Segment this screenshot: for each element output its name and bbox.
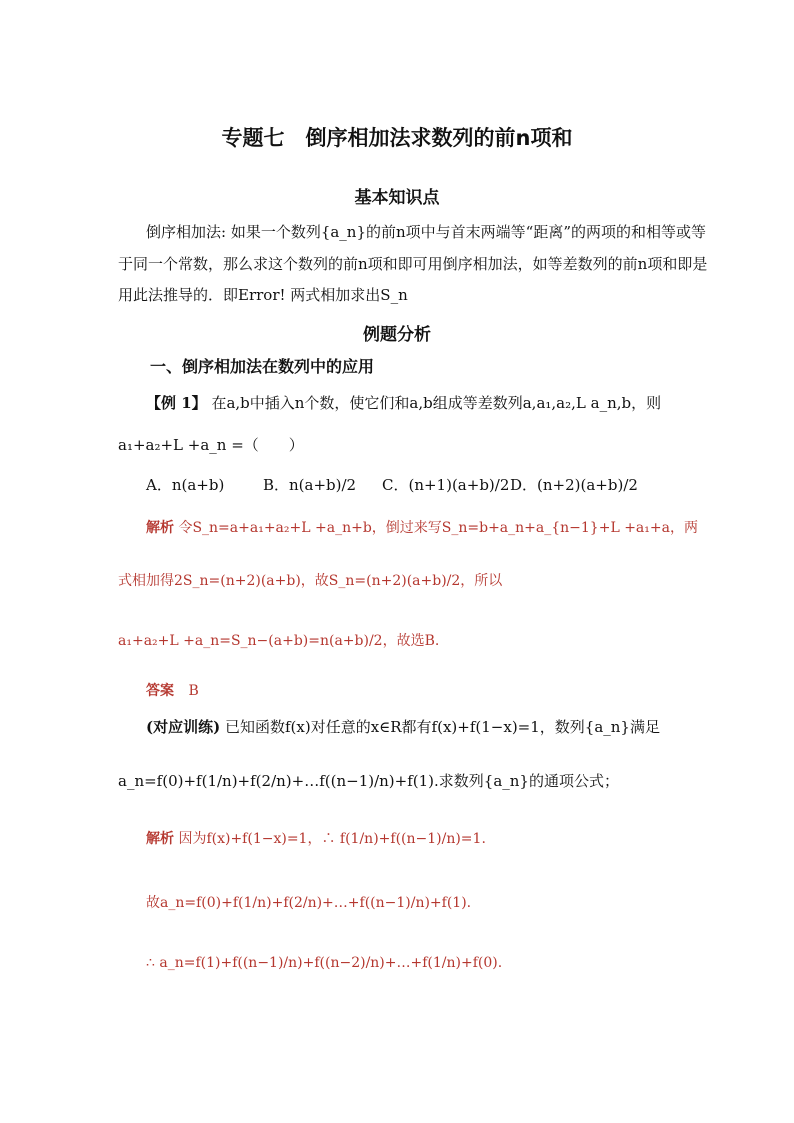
example1-solution-line1: 解析 令S_n=a+a₁+a₂+L +a_n+b，倒过来写S_n=b+a_n+a_{n−1}+L +a₁+a，两: [146, 520, 698, 536]
option-d: D．(n+2)(a+b)/2: [510, 476, 638, 494]
page-title: [0, 122, 794, 152]
practice-solution-line3: ∴ a_n=f(1)+f((n−1)/n)+f((n−2)/n)+…+f(1/n)+f(0).: [146, 955, 503, 971]
example1-solution-line3: a₁+a₂+L +a_n=S_n−(a+b)=n(a+b)/2，故选B.: [118, 633, 440, 649]
section-heading-basics: 基本知识点: [354, 188, 440, 208]
option-a: A．n(a+b): [146, 476, 225, 494]
answer-value: B: [188, 683, 199, 699]
answer-label: 答案: [146, 683, 174, 699]
example1-line1: [146, 392, 661, 413]
option-b: B．n(a+b)/2: [263, 476, 357, 494]
practice-line2: a_n=f(0)+f(1/n)+f(2/n)+…f((n−1)/n)+f(1).求数列{a_n}的通项公式；: [118, 772, 619, 790]
page-title-text: 专题七 倒序相加法求数列的前n项和: [221, 126, 573, 150]
practice-label: (对应训练): [146, 718, 221, 736]
section-heading-examples: 例题分析: [363, 325, 431, 345]
practice-solution-line2: 故a_n=f(0)+f(1/n)+f(2/n)+…+f((n−1)/n)+f(1).: [146, 895, 472, 911]
example1-solution-line2: 式相加得2S_n=(n+2)(a+b)，故S_n=(n+2)(a+b)/2，所以: [118, 573, 503, 589]
example1-label: 【例 1】: [146, 394, 207, 412]
example1-answer: [146, 680, 199, 700]
practice-solution-label: 解析: [146, 831, 174, 847]
subheading-application: 一、倒序相加法在数列中的应用: [150, 357, 375, 376]
example1-line2: a₁+a₂+L +a_n =（ ）: [118, 436, 304, 454]
example1-question: 在a,b中插入n个数，使它们和a,b组成等差数列a,a₁,a₂,L a_n,b，则: [211, 394, 662, 412]
intro-line-2: 于同一个常数，那么求这个数列的前n项和即可用倒序相加法，如等差数列的前n项和即是: [118, 255, 708, 273]
practice-line1: (对应训练) 已知函数f(x)对任意的x∈R都有f(x)+f(1−x)=1，数列{a_n}满足: [146, 718, 660, 736]
practice-solution-line1: 解析 因为f(x)+f(1−x)=1，∴ f(1/n)+f((n−1)/n)=1.: [146, 831, 486, 847]
option-c: C．(n+1)(a+b)/2: [382, 476, 510, 494]
intro-line-1: 倒序相加法: 如果一个数列{a_n}的前n项中与首末两端等“距离”的两项的和相等或等: [146, 223, 707, 241]
solution-label: 解析: [146, 520, 174, 536]
intro-line-3: 用此法推导的．即Error! 两式相加求出S_n: [118, 286, 408, 304]
